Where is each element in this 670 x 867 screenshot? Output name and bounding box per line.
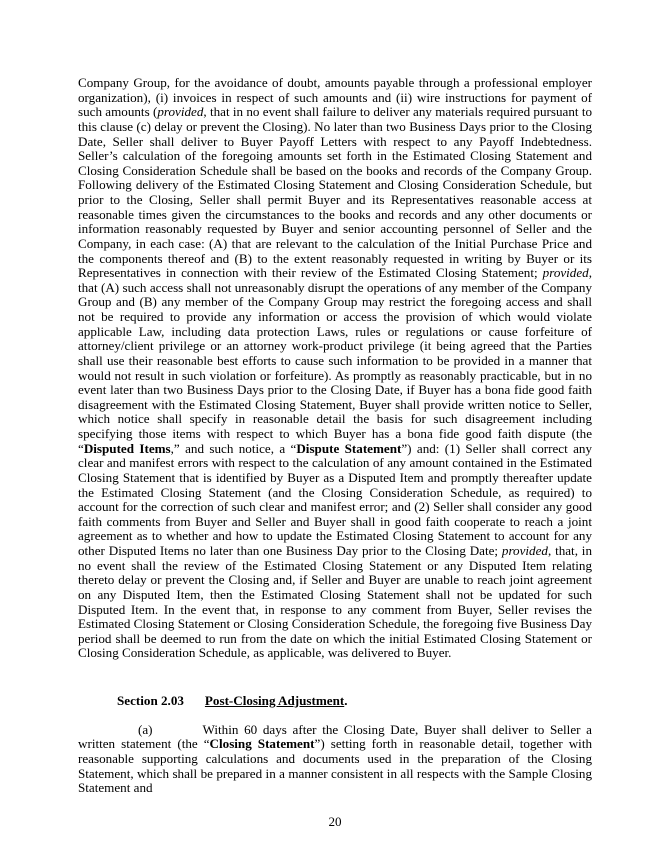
paragraph-a-text: Within 60 days after the Closing Date, Buyer shall deliver to Seller a written statement (the “Closing Statement”) setting forth in reasonable detail, together with reasonable supporting calculations and documents used in the preparation of the Closing Statement, which shall be prepared in a manner consistent in all respects with the Sample Closing Statement and [78,721,592,796]
section-heading [78,694,592,709]
page-number: 20 [328,814,342,830]
section-title-period: . [344,693,348,708]
section-title: Post-Closing Adjustment [204,693,345,708]
continuation-paragraph: Company Group, for the avoidance of doubt, amounts payable through a professional employer organization), (i) invoices in respect of such amounts and (ii) wire instructions for payment of such amounts (provided, that in no event shall failure to deliver any materials required pursuant to this clause (c) delay or prevent the Closing). No later than two Business Days prior to the Closing Date, Seller shall deliver to Buyer Payoff Letters with respect to any Payoff Indebtedness. Seller’s calculation of the foregoing amounts set forth in the Estimated Closing Statement and Closing Consideration Schedule shall be based on the books and records of the Company Group. Following delivery of the Estimated Closing Statement and Closing Consideration Schedule, but prior to the Closing, Seller shall permit Buyer and its Representatives reasonable access at reasonable times given the circumstances to the books and records and any other documents or information reasonably requested by Buyer and senior accounting personnel of Seller and the Company, in each case: (A) that are relevant to the calculation of the Initial Purchase Price and the components thereof and (B) to the extent reasonably requested in writing by Buyer or its Representatives in connection with their review of the Estimated Closing Statement; provided, that (A) such access shall not unreasonably disrupt the operations of any member of the Company Group and (B) any member of the Company Group may restrict the foregoing access and shall not be required to provide any information or access the provision of which would violate applicable Law, including data protection Laws, rules or regulations or cause forfeiture of attorney/client privilege or an attorney work-product privilege (it being agreed that the Parties shall use their reasonable best efforts to cause such information to be provided in a manner that would not result in such violation or forfeiture). As promptly as reasonably practicable, but in no event later than two Business Days prior to the Closing Date, if Buyer has a bona fide good faith disagreement with the Estimated Closing Statement, Buyer shall provide written notice to Seller, which notice shall specify in reasonable detail the basis for such disagreement including specifying those items with respect to which Buyer has a bona fide good faith dispute (the “Disputed Items,” and such notice, a “Dispute Statement”) and: (1) Seller shall correct any clear and manifest errors with respect to the calculation of any amount contained in the Estimated Closing Statement that is identified by Buyer as a Disputed Item and promptly thereafter update the Estimated Closing Statement (and the Closing Consideration Schedule, as required) to account for the correction of such clear and manifest error; and (2) Seller shall consider any good faith comments from Buyer and Seller and Buyer shall in good faith cooperate to reach a joint agreement as to whether and how to update the Estimated Closing Statement to account for any other Disputed Items no later than one Business Day prior to the Closing Date; provided, that, in no event shall the review of the Estimated Closing Statement or any Disputed Item relating thereto delay or prevent the Closing and, if Seller and Buyer are unable to reach joint agreement on any Disputed Item, then the Estimated Closing Statement shall not be updated for such Disputed Item. In the event that, in response to any comment from Buyer, Seller revises the Estimated Closing Statement or Closing Consideration Schedule, the foregoing five Business Day period shall be deemed to run from the date on which the initial Estimated Closing Statement or Closing Consideration Schedule, as applicable, was delivered to Buyer. [78,75,593,661]
paragraph-a-marker: (a) [138,721,153,737]
paragraph-a [78,723,592,796]
section-number: Section 2.03 [117,693,184,708]
